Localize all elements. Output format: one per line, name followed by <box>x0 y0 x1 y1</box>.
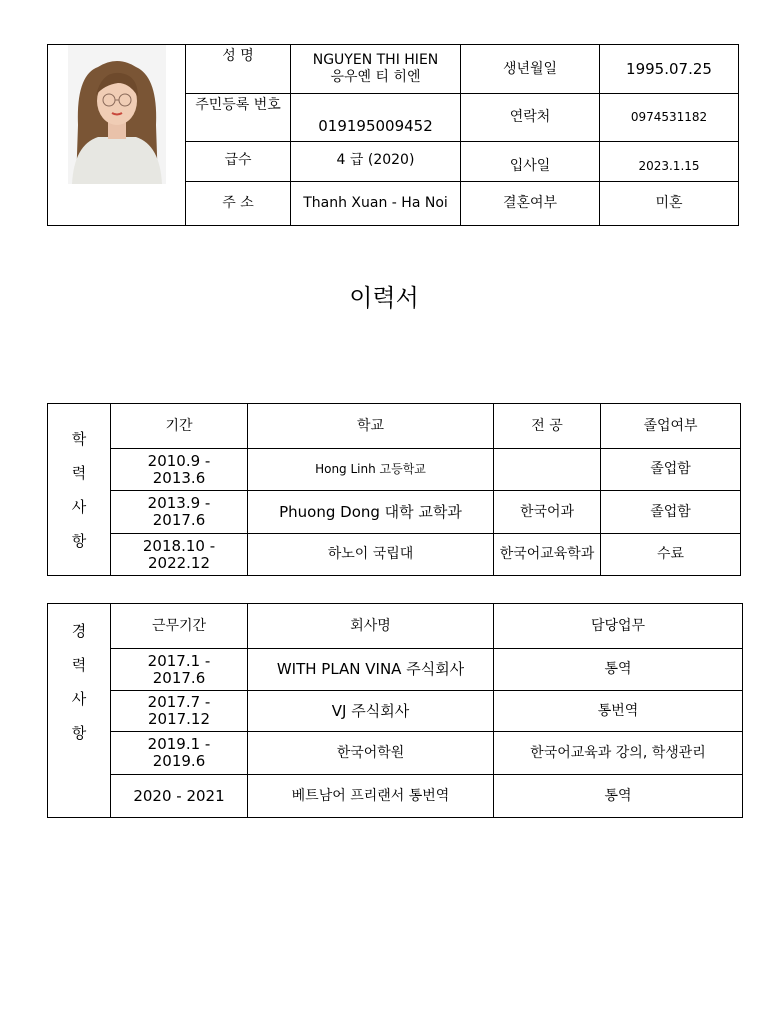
career-side-label: 경 력 사 항 <box>48 604 111 818</box>
table-row <box>48 732 743 775</box>
education-period: 2018.10 - 2022.12 <box>111 534 248 576</box>
career-table <box>47 603 743 818</box>
career-duty: 통역 <box>494 775 743 818</box>
education-header-school: 학교 <box>248 404 494 449</box>
career-company: VJ 주식회사 <box>248 691 494 732</box>
education-header-major: 전 공 <box>494 404 601 449</box>
table-row <box>48 649 743 691</box>
career-period: 2017.1 - 2017.6 <box>111 649 248 691</box>
career-header-company: 회사명 <box>248 604 494 649</box>
career-header-duty: 담당업무 <box>494 604 743 649</box>
table-row <box>48 449 741 491</box>
career-company: 베트남어 프리랜서 통번역 <box>248 775 494 818</box>
education-side-label: 학 력 사 항 <box>48 404 111 576</box>
marital-label: 결혼여부 <box>461 182 600 226</box>
phone-label: 연락처 <box>461 94 600 142</box>
education-school: 하노이 국립대 <box>248 534 494 576</box>
profile-photo <box>68 45 166 184</box>
address-value: Thanh Xuan - Ha Noi <box>291 182 461 226</box>
education-header-status: 졸업여부 <box>601 404 741 449</box>
career-period: 2020 - 2021 <box>111 775 248 818</box>
table-row <box>48 534 741 576</box>
career-period: 2017.7 - 2017.12 <box>111 691 248 732</box>
name-value <box>291 45 461 94</box>
education-school: Hong Linh 고등학교 <box>248 449 494 491</box>
photo-cell <box>48 45 186 226</box>
profile-table <box>47 44 739 226</box>
name-latin: NGUYEN THI HIEN <box>312 52 439 68</box>
birth-value: 1995.07.25 <box>600 45 739 94</box>
table-row <box>48 491 741 534</box>
table-row <box>48 691 743 732</box>
page-title: 이력서 <box>349 284 419 312</box>
education-major: 한국어과 <box>494 491 601 534</box>
name-label: 성 명 <box>186 45 291 94</box>
career-company: 한국어학원 <box>248 732 494 775</box>
education-status: 졸업함 <box>601 449 741 491</box>
education-status: 졸업함 <box>601 491 741 534</box>
education-status: 수료 <box>601 534 741 576</box>
education-school: Phuong Dong 대학 교학과 <box>248 491 494 534</box>
education-header-period: 기간 <box>111 404 248 449</box>
marital-value: 미혼 <box>600 182 739 226</box>
id-value: 019195009452 <box>291 94 461 142</box>
table-row <box>48 775 743 818</box>
education-period: 2010.9 - 2013.6 <box>111 449 248 491</box>
available-label: 입사일 <box>461 142 600 182</box>
available-value: 2023.1.15 <box>600 142 739 182</box>
id-label: 주민등록 번호 <box>186 94 291 142</box>
grade-label: 급수 <box>186 142 291 182</box>
career-period: 2019.1 - 2019.6 <box>111 732 248 775</box>
education-period: 2013.9 - 2017.6 <box>111 491 248 534</box>
phone-value: 0974531182 <box>600 94 739 142</box>
name-korean: 응우옌 티 히엔 <box>330 69 421 85</box>
career-duty: 통번역 <box>494 691 743 732</box>
education-major <box>494 449 601 491</box>
address-label: 주 소 <box>186 182 291 226</box>
career-duty: 통역 <box>494 649 743 691</box>
grade-value: 4 급 (2020) <box>291 142 461 182</box>
career-company: WITH PLAN VINA 주식회사 <box>248 649 494 691</box>
career-header-period: 근무기간 <box>111 604 248 649</box>
birth-label: 생년월일 <box>461 45 600 94</box>
career-duty: 한국어교육과 강의, 학생관리 <box>494 732 743 775</box>
education-table <box>47 403 741 576</box>
education-major: 한국어교육학과 <box>494 534 601 576</box>
